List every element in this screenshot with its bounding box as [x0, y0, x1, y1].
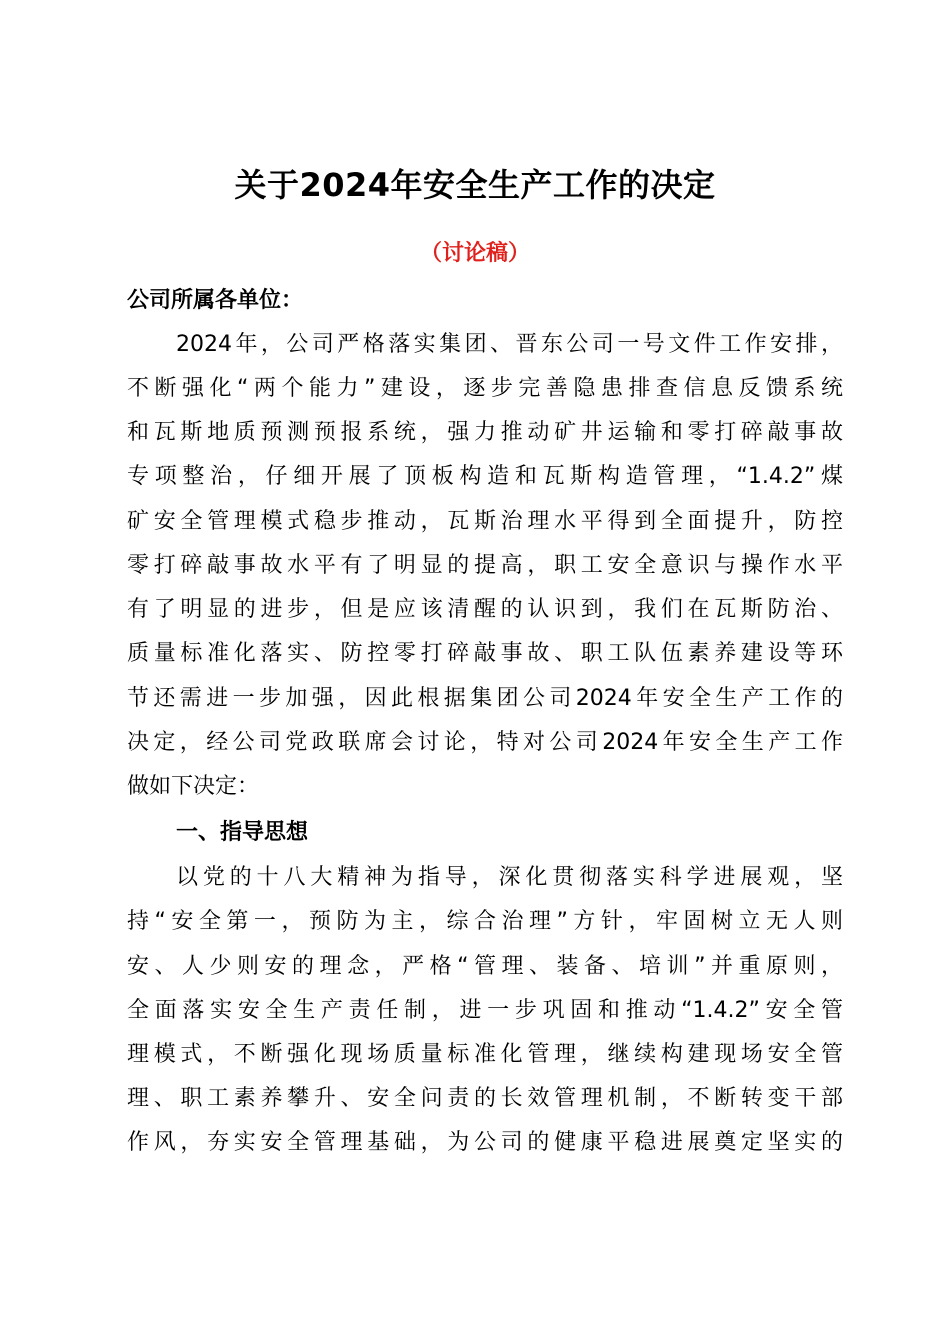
- paragraph-line: 决定，经公司党政联席会讨论，特对公司2024年安全生产工作: [127, 730, 843, 755]
- paragraph-line: 2024年，公司严格落实集团、晋东公司一号文件工作安排，: [176, 332, 843, 357]
- paragraph-line: 以党的十八大精神为指导，深化贯彻落实科学进展观，坚: [176, 865, 843, 890]
- paragraph-line: 零打碎敲事故水平有了明显的提高，职工安全意识与操作水平: [127, 553, 843, 578]
- paragraph-line: 理、职工素养攀升、安全问责的长效管理机制，不断转变干部: [127, 1086, 843, 1111]
- paragraph-line: 做如下决定：: [127, 774, 260, 799]
- section-heading-guiding-ideology: 一、指导思想: [176, 820, 309, 845]
- paragraph-line: 专项整治，仔细开展了顶板构造和瓦斯构造管理，“1.4.2”煤: [127, 464, 843, 489]
- paragraph-line: 和瓦斯地质预测预报系统，强力推动矿井运输和零打碎敲事故: [127, 420, 843, 445]
- paragraph-line: 持“安全第一，预防为主，综合治理”方针，牢固树立无人则: [127, 909, 843, 934]
- document-title: 关于2024年安全生产工作的决定: [234, 166, 716, 204]
- paragraph-line: 不断强化“两个能力”建设，逐步完善隐患排查信息反馈系统: [127, 376, 843, 401]
- paragraph-line: 节还需进一步加强，因此根据集团公司2024年安全生产工作的: [127, 686, 843, 711]
- paragraph-line: 全面落实安全生产责任制，进一步巩固和推动“1.4.2”安全管: [127, 998, 843, 1023]
- paragraph-line: 质量标准化落实、防控零打碎敲事故、职工队伍素养建设等环: [127, 641, 843, 666]
- paragraph-line: 有了明显的进步，但是应该清醒的认识到，我们在瓦斯防治、: [127, 597, 843, 622]
- paragraph-line: 安、人少则安的理念，严格“管理、装备、培训”并重原则，: [127, 954, 843, 979]
- salutation: 公司所属各单位：: [127, 288, 304, 313]
- paragraph-line: 矿安全管理模式稳步推动，瓦斯治理水平得到全面提升，防控: [127, 509, 843, 534]
- paragraph-line: 作风，夯实安全管理基础，为公司的健康平稳进展奠定坚实的: [127, 1130, 843, 1155]
- paragraph-line: 理模式，不断强化现场质量标准化管理，继续构建现场安全管: [127, 1042, 843, 1067]
- document-subtitle: （讨论稿）: [419, 241, 530, 266]
